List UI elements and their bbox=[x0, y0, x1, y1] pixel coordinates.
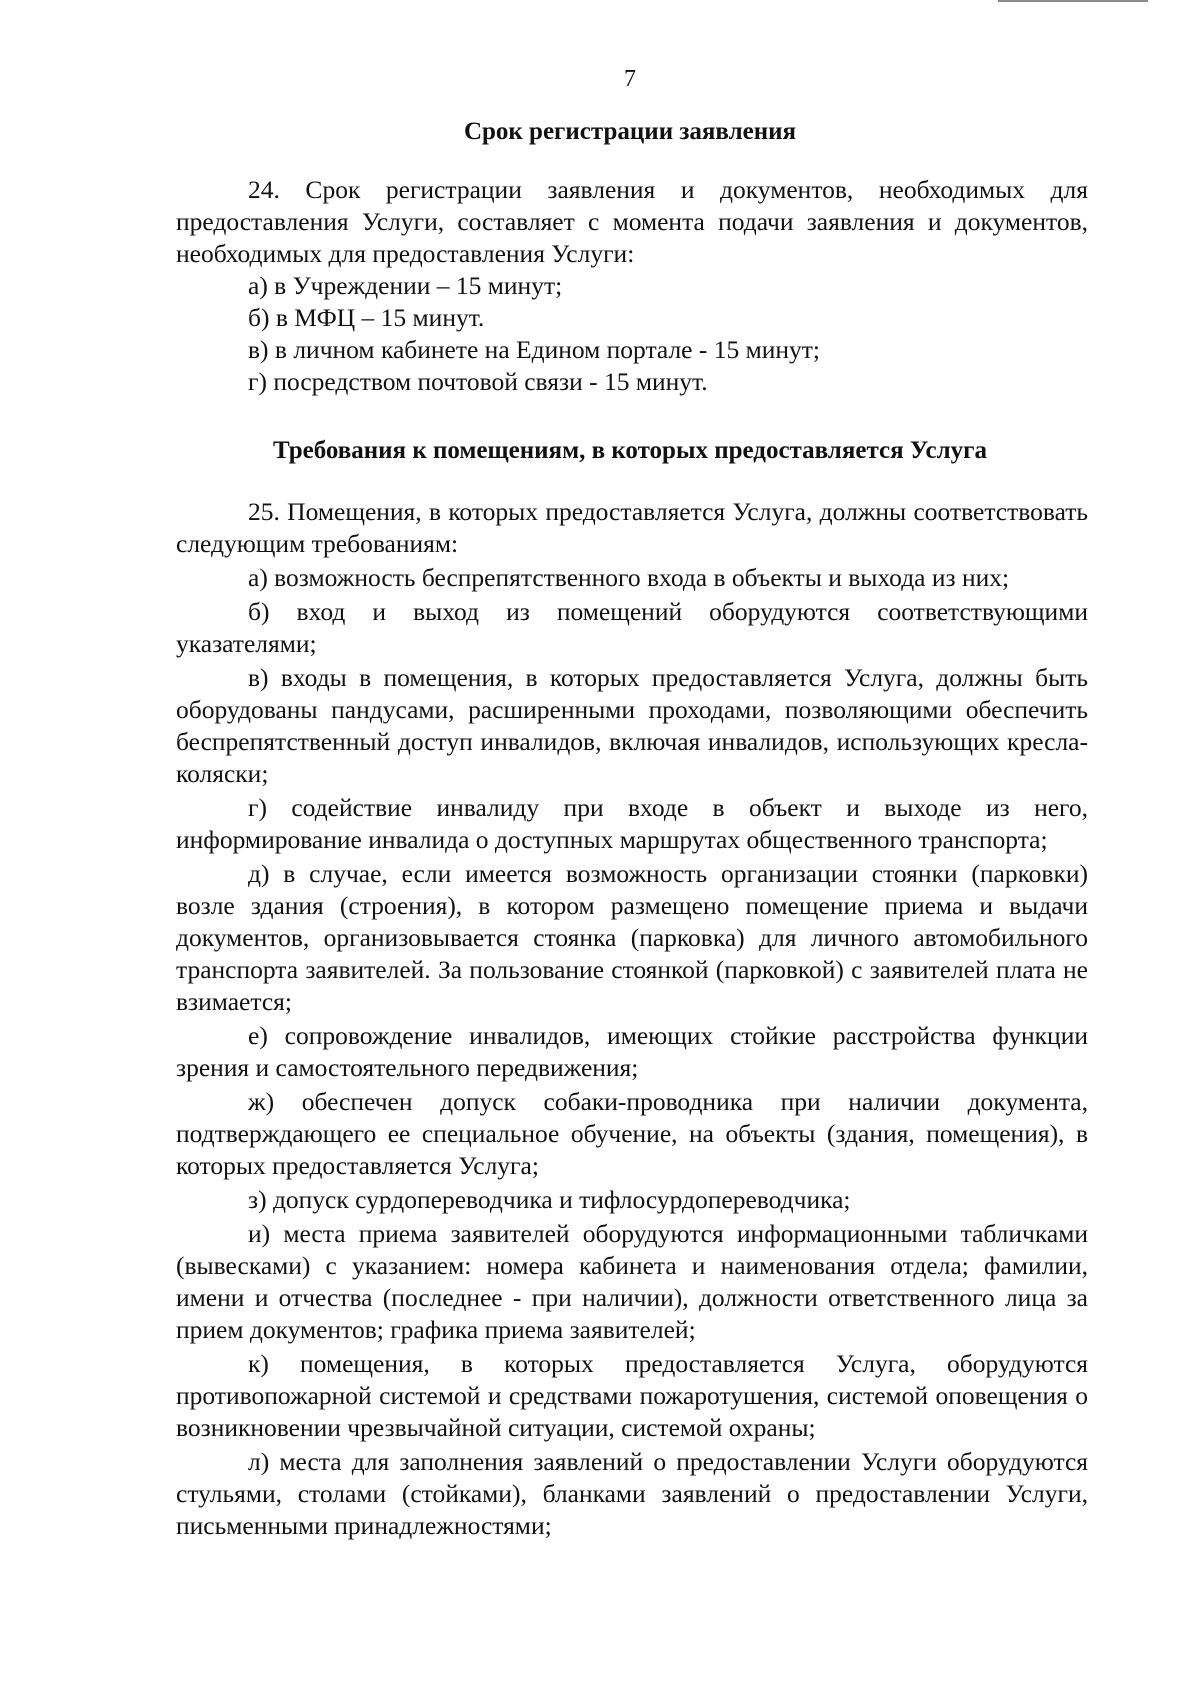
list-item: в) в личном кабинете на Едином портале - 15 минут; bbox=[248, 335, 821, 364]
list-item: ж) обеспечен допуск собаки-проводника при наличии документа, подтверждающего ее специальное обучение, на объекты (здания, помещения), в которых предоставляется Услуга; bbox=[176, 1087, 1088, 1180]
section-premises-requirements bbox=[176, 496, 1088, 1542]
list-item: к) помещения, в которых предоставляется Услуга, оборудуются противопожарной системой и средствами пожаротушения, системой оповещения о возникновении чрезвычайной ситуации, системой охраны; bbox=[176, 1349, 1088, 1442]
list-item: а) возможность беспрепятственного входа в объекты и выхода из них; bbox=[248, 563, 1010, 592]
section-heading-premises-requirements: Требования к помещениям, в которых предоставляется Услуга bbox=[272, 437, 988, 464]
page-number: 7 bbox=[624, 66, 636, 92]
scan-edge-mark bbox=[998, 0, 1148, 2]
paragraph-24: 24. Срок регистрации заявления и документов, необходимых для предоставления Услуги, составляет с момента подачи заявления и документов, необходимых для предоставления Услуги: bbox=[176, 175, 1088, 268]
list-item: в) входы в помещения, в которых предоставляется Услуга, должны быть оборудованы пандусами, расширенными проходами, позволяющими обеспечить беспрепятственный доступ инвалидов, включая инвалидов, использующих кресла-коляски; bbox=[176, 663, 1088, 788]
section-heading-registration-term: Срок регистрации заявления bbox=[463, 118, 797, 145]
list-item: б) в МФЦ – 15 минут. bbox=[248, 303, 485, 332]
list-item: з) допуск сурдопереводчика и тифлосурдопереводчика; bbox=[248, 1185, 851, 1214]
list-item: г) содействие инвалиду при входе в объект и выходе из него, информирование инвалида о доступных маршрутах общественного транспорта; bbox=[176, 793, 1088, 854]
section-registration-term bbox=[176, 174, 1088, 398]
list-item: е) сопровождение инвалидов, имеющих стойкие расстройства функции зрения и самостоятельного передвижения; bbox=[176, 1021, 1088, 1082]
list-item: л) места для заполнения заявлений о предоставлении Услуги оборудуются стульями, столами (стойками), бланками заявлений о предоставлении Услуги, письменными принадлежностями; bbox=[176, 1447, 1088, 1540]
list-item: а) в Учреждении – 15 минут; bbox=[248, 271, 563, 300]
list-item: д) в случае, если имеется возможность организации стоянки (парковки) возле здания (строения), в котором размещено помещение приема и выдачи документов, организовывается стоянка (парковка) для личного автомобильного транспорта заявителей. За пользование стоянкой (парковкой) с заявителей плата не взимается; bbox=[176, 859, 1088, 1016]
list-item: б) вход и выход из помещений оборудуются соответствующими указателями; bbox=[176, 597, 1088, 658]
paragraph-25: 25. Помещения, в которых предоставляется Услуга, должны соответствовать следующим требованиям: bbox=[176, 497, 1088, 558]
list-item: г) посредством почтовой связи - 15 минут. bbox=[248, 367, 708, 396]
list-item: и) места приема заявителей оборудуются информационными табличками (вывесками) с указанием: номера кабинета и наименования отдела; фамилии, имени и отчества (последнее - при наличии), должности ответственного лица за прием документов; графика приема заявителей; bbox=[176, 1219, 1088, 1344]
